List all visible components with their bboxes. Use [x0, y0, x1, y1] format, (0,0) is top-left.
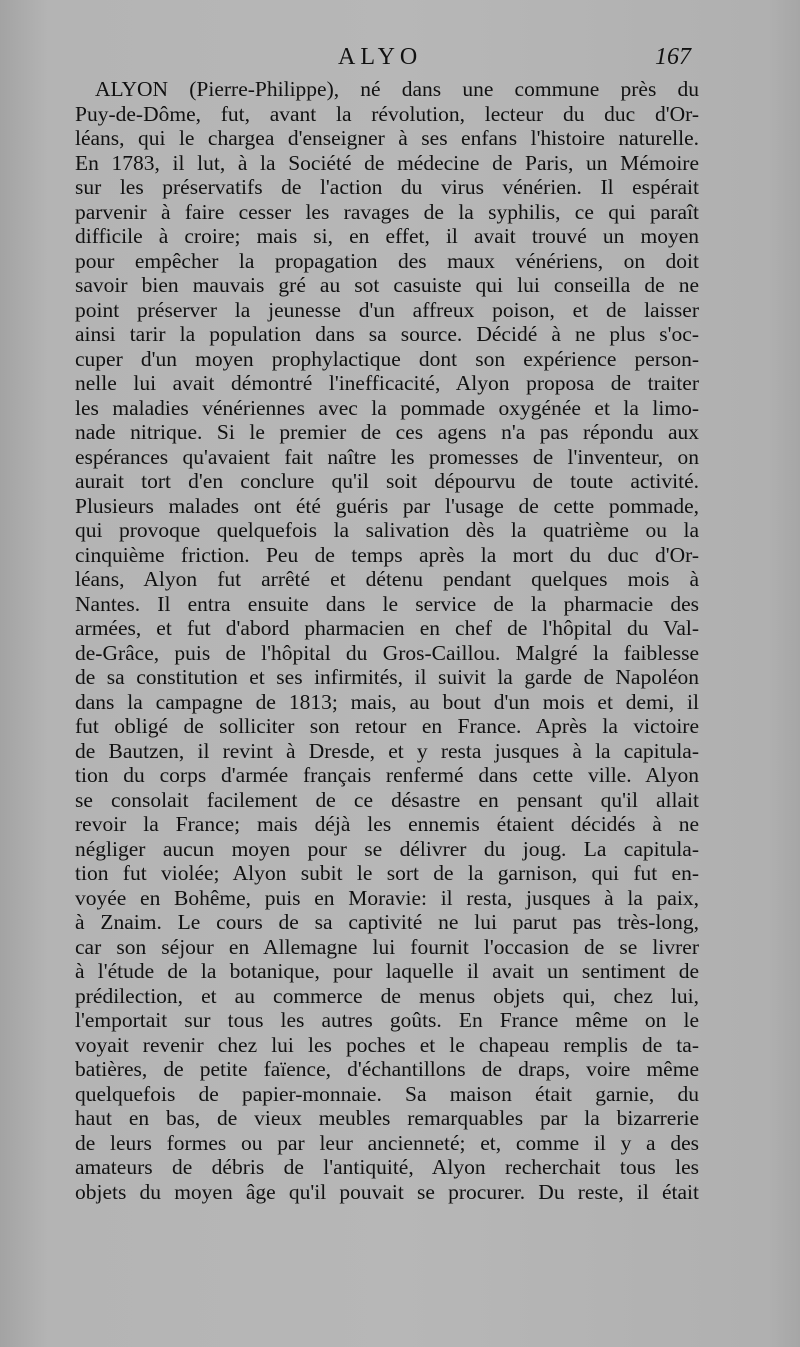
- page-header: [0, 38, 800, 78]
- text-line: léans, qui le chargea d'enseigner à ses enfans l'histoire naturelle.: [75, 126, 699, 150]
- text-line: haut en bas, de vieux meubles remarquables par la bizarrerie: [75, 1106, 699, 1130]
- text-line: à l'étude de la botanique, pour laquelle il avait un sentiment de: [75, 959, 699, 983]
- text-line: quelquefois de papier-monnaie. Sa maison était garnie, du: [75, 1081, 699, 1106]
- text-line: prédilection, et au commerce de menus objets qui, chez lui,: [75, 983, 699, 1008]
- text-line: sur les préservatifs de l'action du virus vénérien. Il espérait: [75, 175, 699, 199]
- text-line: à Znaim. Le cours de sa captivité ne lui parut pas très-long,: [75, 910, 699, 934]
- text-line: tion fut violée; Alyon subit le sort de la garnison, qui fut en-: [75, 861, 699, 885]
- text-line: de sa constitution et ses infirmités, il suivit la garde de Napoléon: [75, 665, 699, 689]
- text-line: ALYON (Pierre-Philippe), né dans une commune près du: [95, 77, 699, 101]
- page-number: 167: [655, 44, 691, 70]
- text-line: objets du moyen âge qu'il pouvait se procurer. Du reste, il était: [75, 1179, 699, 1204]
- text-line: se consolait facilement de ce désastre en pensant qu'il allait: [75, 787, 699, 812]
- text-line: aurait tort d'en conclure qu'il soit dépourvu de toute activité.: [75, 469, 699, 493]
- text-line: qui provoque quelquefois la salivation dès la quatrième ou la: [75, 518, 699, 542]
- text-line: l'emportait sur tous les autres goûts. En France même on le: [75, 1008, 699, 1032]
- text-line: Plusieurs malades ont été guéris par l'usage de cette pommade,: [75, 493, 699, 518]
- text-line: nade nitrique. Si le premier de ces agens n'a pas répondu aux: [75, 420, 699, 444]
- text-line: négliger aucun moyen pour se délivrer du joug. La capitula-: [75, 836, 699, 861]
- text-line: les maladies vénériennes avec la pommade oxygénée et la limo-: [75, 395, 699, 420]
- text-line: tion du corps d'armée français renfermé dans cette ville. Alyon: [75, 763, 699, 787]
- text-line: Puy-de-Dôme, fut, avant la révolution, lecteur du duc d'Or-: [75, 101, 699, 126]
- text-line: En 1783, il lut, à la Société de médecine de Paris, un Mémoire: [75, 150, 699, 175]
- text-line: ainsi tarir la population dans sa source. Décidé à ne plus s'oc-: [75, 322, 699, 346]
- text-line: de-Grâce, puis de l'hôpital du Gros-Caillou. Malgré la faiblesse: [75, 640, 699, 665]
- text-line: armées, et fut d'abord pharmacien en chef de l'hôpital du Val-: [75, 616, 699, 640]
- text-line: savoir bien mauvais gré au sot casuiste qui lui conseilla de ne: [75, 273, 699, 297]
- text-line: point préserver la jeunesse d'un affreux poison, et de laisser: [75, 297, 699, 322]
- text-line: parvenir à faire cesser les ravages de la syphilis, ce qui paraît: [75, 199, 699, 224]
- text-line: de leurs formes ou par leur ancienneté; et, comme il y a des: [75, 1130, 699, 1155]
- running-title: ALYO: [338, 44, 423, 70]
- text-line: amateurs de débris de l'antiquité, Alyon recherchait tous les: [75, 1155, 699, 1179]
- text-line: Nantes. Il entra ensuite dans le service de la pharmacie des: [75, 591, 699, 616]
- text-line: cinquième friction. Peu de temps après la mort du duc d'Or-: [75, 542, 699, 567]
- text-line: car son séjour en Allemagne lui fournit l'occasion de se livrer: [75, 934, 699, 959]
- text-line: revoir la France; mais déjà les ennemis étaient décidés à ne: [75, 812, 699, 836]
- text-line: difficile à croire; mais si, en effet, il avait trouvé un moyen: [75, 224, 699, 248]
- text-line: voyait revenir chez lui les poches et le chapeau remplis de ta-: [75, 1032, 699, 1057]
- text-line: fut obligé de solliciter son retour en France. Après la victoire: [75, 714, 699, 738]
- text-line: voyée en Bohême, puis en Moravie: il resta, jusques à la paix,: [75, 885, 699, 910]
- text-line: léans, Alyon fut arrêté et détenu pendant quelques mois à: [75, 567, 699, 591]
- body-text: [75, 77, 699, 1204]
- text-line: de Bautzen, il revint à Dresde, et y resta jusques à la capitula-: [75, 738, 699, 763]
- text-line: batières, de petite faïence, d'échantillons de draps, voire même: [75, 1057, 699, 1081]
- text-line: dans la campagne de 1813; mais, au bout d'un mois et demi, il: [75, 689, 699, 714]
- text-line: espérances qu'avaient fait naître les promesses de l'inventeur, on: [75, 444, 699, 469]
- text-line: cuper d'un moyen prophylactique dont son expérience person-: [75, 346, 699, 371]
- text-line: pour empêcher la propagation des maux vénériens, on doit: [75, 248, 699, 273]
- text-line: nelle lui avait démontré l'inefficacité, Alyon proposa de traiter: [75, 371, 699, 395]
